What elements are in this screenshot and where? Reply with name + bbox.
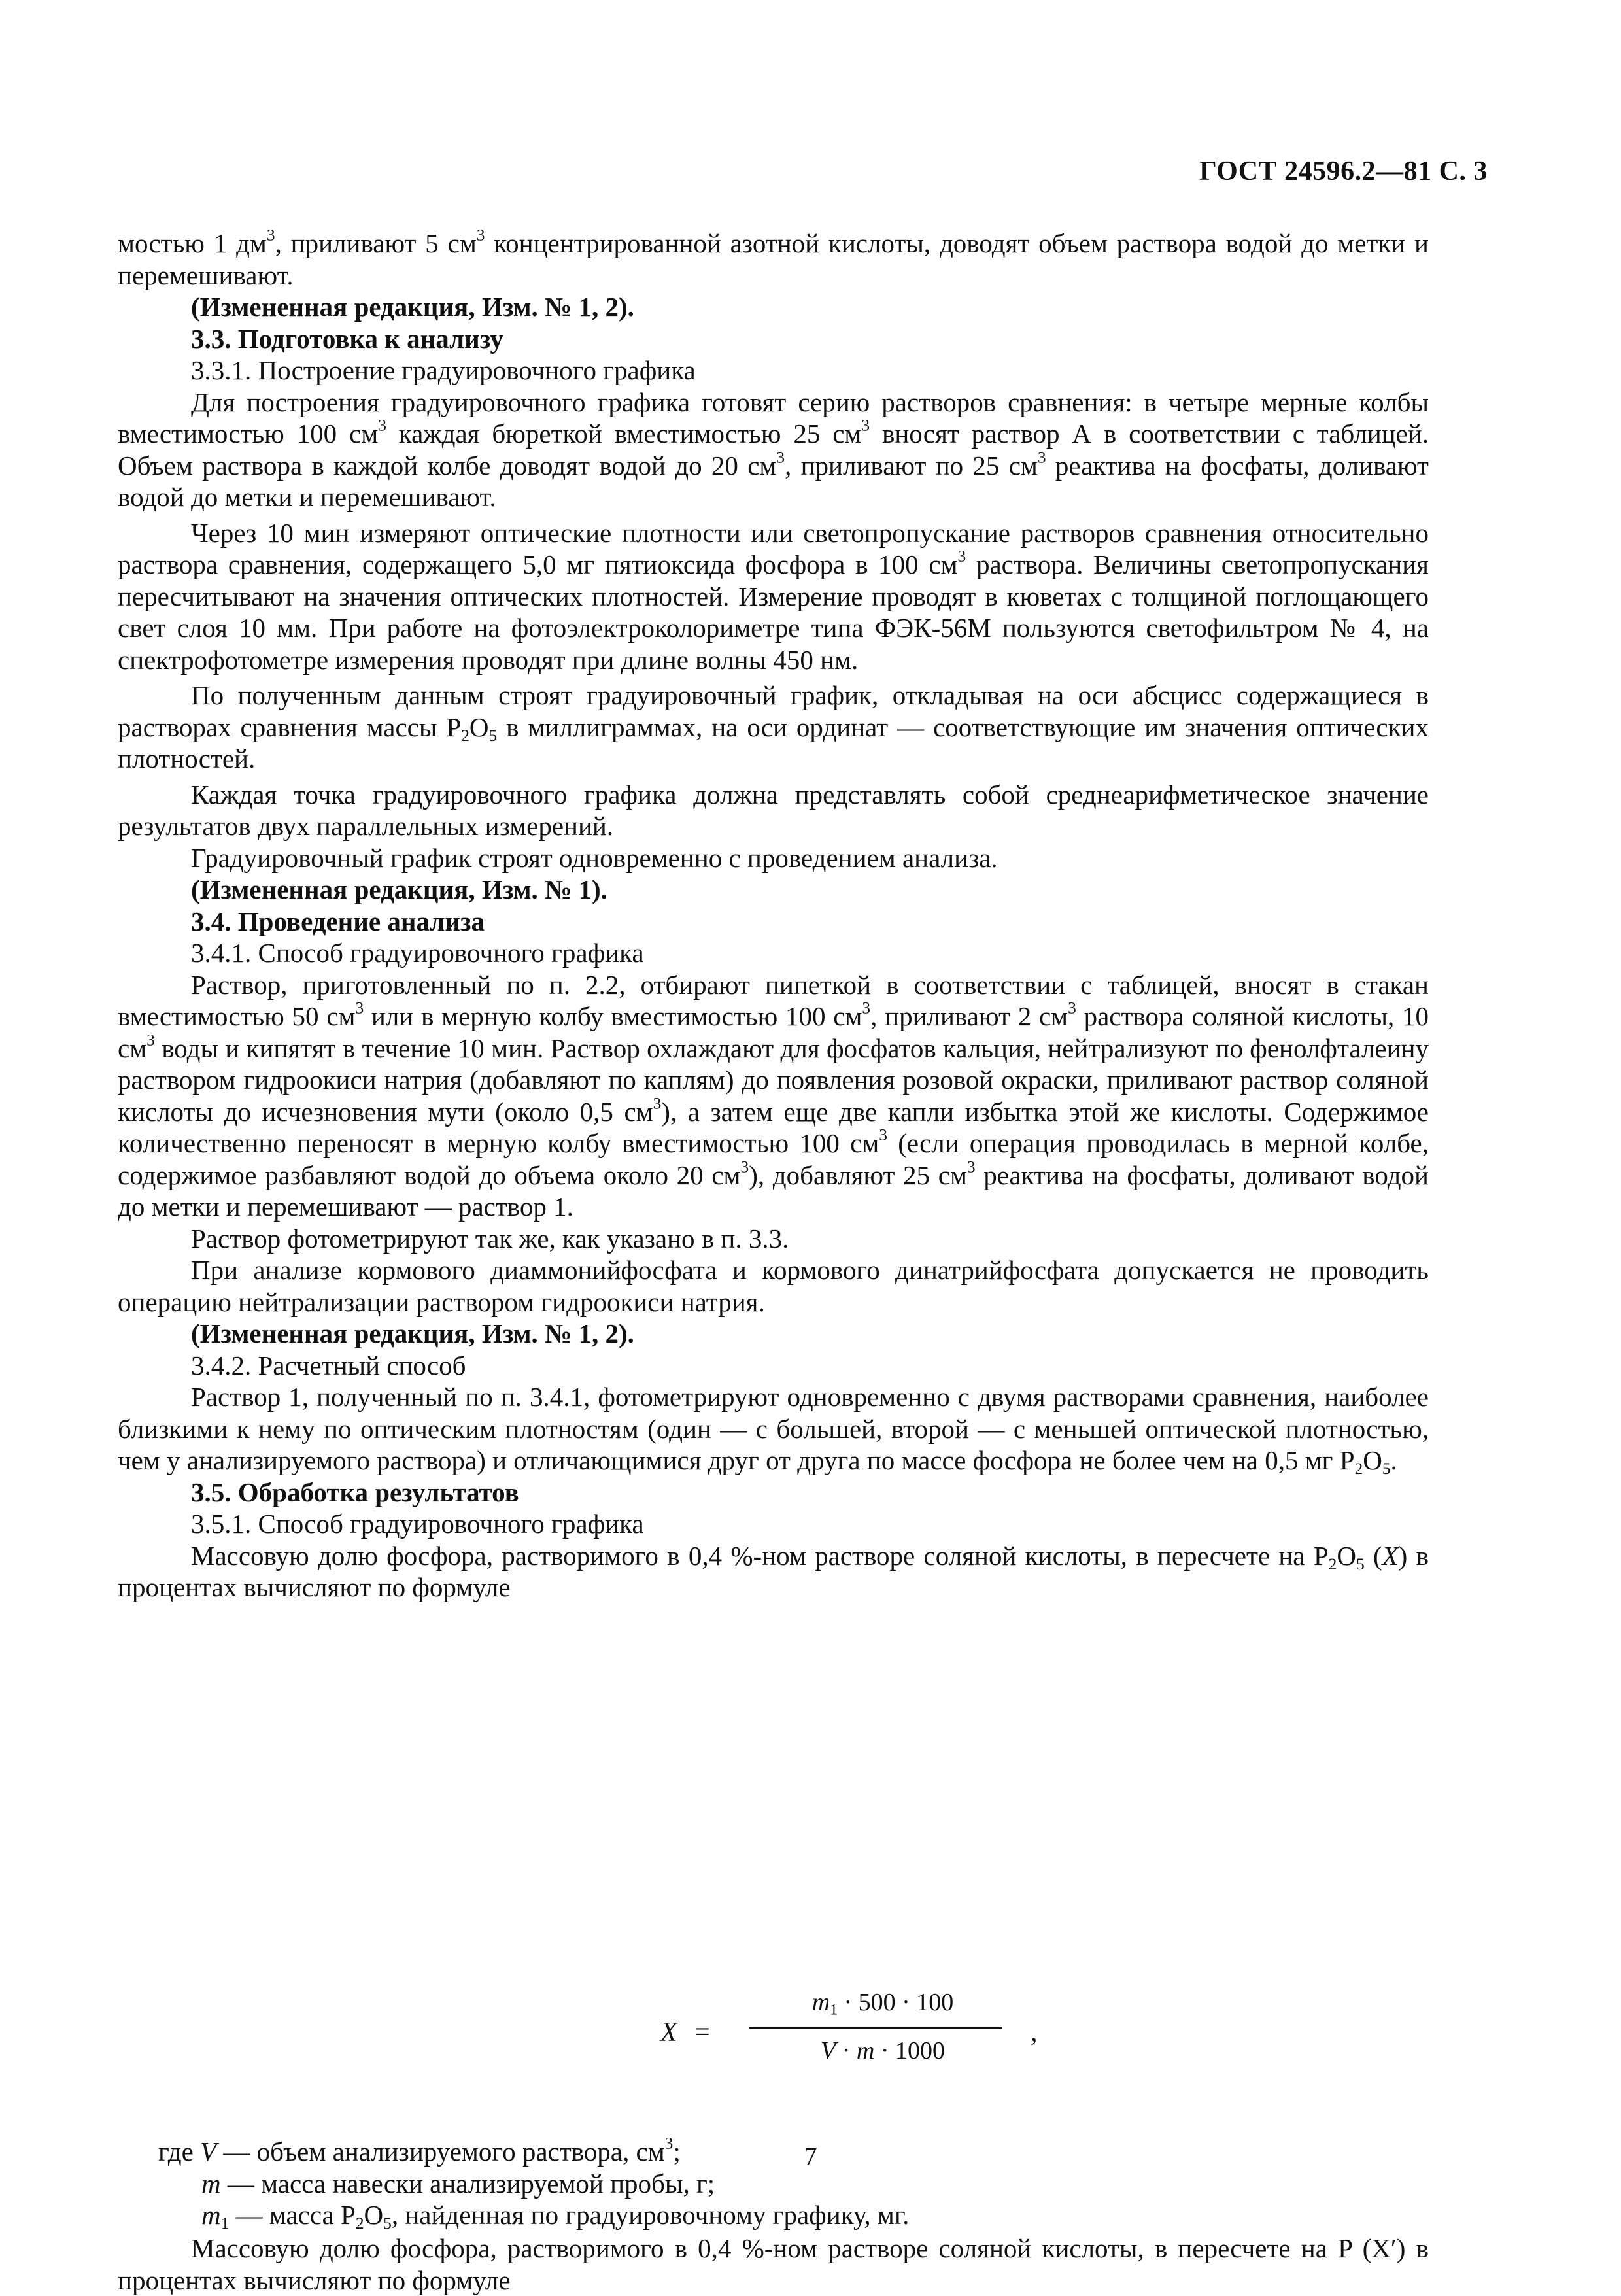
paragraph-analysis-procedure: Раствор, приготовленный по п. 2.2, отбирают пипеткой в соответствии с таблицей, вносят в стакан вместимостью 50 $см^3$ или в мерную колбу вместимостью 100 $см^3$, приливают 2 $см^3$ раствора соляной кислоты, 10 $см^3$ воды и кипятят в течение 10 мин. Раствор охлаждают для фосфатов кальция, нейтрализуют по фенолфталеину раствором гидроокиси натрия (добавляют по каплям) до появления розовой окраски, приливают раствор соляной кислоты до исчезновения мути (около 0,5 $см^3$), а затем еще две капли избытка этой же кислоты. Содержимое количественно переносят в мерную колбу вместимостью 100 $см^3$ (если операция проводилась в мерной колбе, содержимое разбавляют водой до объема около 20 $см^3$), добавляют 25 $см^3$ реактива на фосфаты, доливают водой до метки и перемешивают — раствор 1. [118, 969, 1429, 1222]
paragraph-mass-fraction-p2o5: Массовую долю фосфора, растворимого в 0,4 %-ном растворе соляной кислоты, в пересчете на $P_2O_5$ (X) в процентах вычисляют по формуле [118, 1540, 1429, 1602]
section-heading-3-3: 3.3. Подготовка к анализу [191, 323, 503, 354]
page-number: 7 [804, 2141, 817, 2171]
formula-denominator: V · m · 1000 [821, 2037, 945, 2065]
edition-note: (Измененная редакция, Изм. № 1, 2). [191, 1318, 634, 1348]
formula-x [118, 1987, 1429, 2078]
formula-lhs: X [660, 2017, 677, 2048]
paragraph-calculation-method: Раствор 1, полученный по п. 3.4.1, фотометрируют одновременно с двумя растворами сравнения, наиболее близкими к нему по оптическим плотностям (один — с большей, второй — с меньшей оптической плотностью, чем у анализируемого раствора) и отличающимися друг от друга по массе фосфора не более чем на 0,5 мг $P_2O_5$. [118, 1382, 1429, 1479]
section-heading-3-4: 3.4. Проведение анализа [191, 906, 485, 936]
fraction-bar [749, 2027, 1002, 2029]
subsection-heading-3-3-1: 3.3.1. Построение градуировочного графика [191, 355, 696, 385]
paragraph-photometry: Раствор фотометрируют так же, как указано в п. 3.3. [191, 1223, 789, 1254]
paragraph-optical-density: Через 10 мин измеряют оптические плотности или светопропускание растворов сравнения относительно раствора сравнения, содержащего 5,0 мг пятиоксида фосфора в 100 $см^3$ раствора. Величины светопропускания пересчитывают на значения оптических плотностей. Измерение проводят в кюветах с толщиной поглощающего свет слоя 10 мм. При работе на фотоэлектроколориметре типа ФЭК-56М пользуются светофильтром № 4, на спектрофотометре измерения проводят при длине волны 450 нм. [118, 517, 1429, 675]
paragraph-continuation: мостью 1 $дм^3$, приливают 5 $см^3$ концентрированной азотной кислоты, доводят объем раствора водой до метки и перемешивают. [118, 226, 1429, 290]
legend-m: m — масса навески анализируемой пробы, г; [201, 2168, 715, 2199]
legend-v: где V — объем анализируемого раствора, $см^3$; [158, 2134, 681, 2167]
tail-section [118, 2233, 1429, 2296]
document-body [118, 226, 1429, 2295]
legend-m1: $m_1$ — масса $P_2O_5$, найденная по градуировочному графику, мг. [201, 2200, 910, 2233]
paragraph-neutralization-note: При анализе кормового диаммонийфосфата и кормового динатрийфосфата допускается не проводить операцию нейтрализации раствором гидроокиси натрия. [118, 1255, 1429, 1317]
page-header: ГОСТ 24596.2—81 С. 3 [1199, 156, 1488, 186]
subsection-heading-3-4-1: 3.4.1. Способ градуировочного графика [191, 938, 644, 968]
formula-numerator: $m_1 \cdot 500 \cdot 100$ [811, 1989, 954, 2019]
paragraph-graph-simultaneous: Градуировочный график строят одновременно с проведением анализа. [191, 842, 998, 873]
formula-equals: = [694, 2017, 710, 2048]
paragraph-mass-fraction-p: Массовую долю фосфора, растворимого в 0,4 %-ном растворе соляной кислоты, в пересчете на P (X′) в процентах вычисляют по формуле [118, 2233, 1429, 2295]
edition-note: (Измененная редакция, Изм. № 1). [191, 874, 607, 904]
paragraph-graph-build: По полученным данным строят градуировочный график, откладывая на оси абсцисс содержащиеся в растворах сравнения массы $P_2O_5$ в миллиграммах, на оси ординат — соответствующие им значения оптических плотностей. [118, 680, 1429, 774]
paragraph-graph-points: Каждая точка градуировочного графика должна представлять собой среднеарифметическое значение результатов двух параллельных измерений. [118, 779, 1429, 841]
paragraph-calibration-prep: Для построения градуировочного графика готовят серию растворов сравнения: в четыре мерные колбы вместимостью 100 $см^3$ каждая бюреткой вместимостью 25 $см^3$ вносят раствор А в соответствии с таблицей. Объем раствора в каждой колбе доводят водой до 20 $см^3$, приливают по 25 $см^3$ реактива на фосфаты, доливают водой до метки и перемешивают. [118, 386, 1429, 512]
formula-comma: , [1031, 2017, 1038, 2048]
section-heading-3-5: 3.5. Обработка результатов [191, 1477, 519, 1507]
edition-note: (Измененная редакция, Изм. № 1, 2). [191, 292, 634, 322]
subsection-heading-3-5-1: 3.5.1. Способ градуировочного графика [191, 1509, 644, 1539]
subsection-heading-3-4-2: 3.4.2. Расчетный способ [191, 1350, 466, 1380]
